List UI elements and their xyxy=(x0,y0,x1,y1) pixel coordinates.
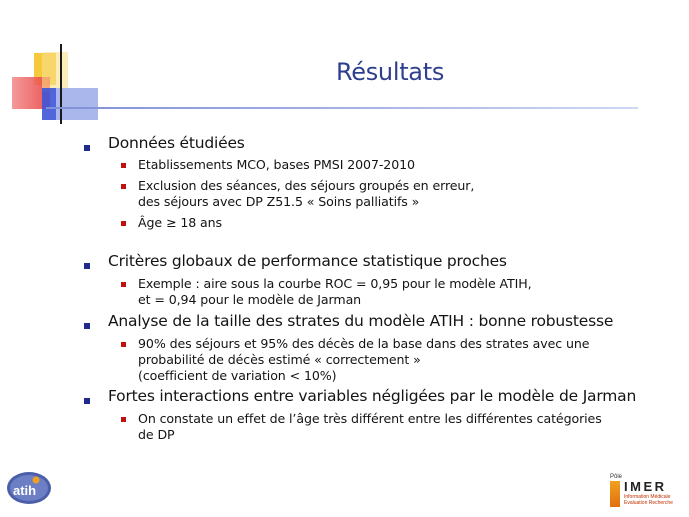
atih-logo xyxy=(6,471,52,505)
imer-subtitle-line2: Evaluation Recherche xyxy=(624,499,673,506)
subitem-1-1: Etablissements MCO, bases PMSI 2007-2010 xyxy=(138,157,415,172)
bullet-level2 xyxy=(121,282,126,287)
bullet-level1 xyxy=(84,323,90,329)
bullet-item-2: Critères globaux de performance statistique proches xyxy=(108,252,507,270)
subitem-1-2-line2: des séjours avec DP Z51.5 « Soins palliatifs » xyxy=(138,194,420,209)
subitem-1-2-line1: Exclusion des séances, des séjours groupés en erreur, xyxy=(138,178,475,193)
bullet-level1 xyxy=(84,263,90,269)
atih-logo-icon xyxy=(6,471,52,505)
subitem-2-1-line1: Exemple : aire sous la courbe ROC = 0,95 pour le modèle ATIH, xyxy=(138,276,532,291)
imer-logo-mark xyxy=(610,481,620,507)
subitem-1-3: Âge ≥ 18 ans xyxy=(138,215,223,230)
imer-name: IMER xyxy=(624,479,667,494)
bullet-level2 xyxy=(121,163,126,168)
bullet-item-3: Analyse de la taille des strates du modèle ATIH : bonne robustesse xyxy=(108,312,614,330)
subitem-3-1-line3: (coefficient de variation < 10%) xyxy=(138,368,337,383)
bullet-level1 xyxy=(84,145,90,151)
bullet-level2 xyxy=(121,221,126,226)
imer-logo xyxy=(610,474,682,510)
bullet-item-4: Fortes interactions entre variables négligées par le modèle de Jarman xyxy=(108,387,637,405)
subitem-3-1-line2: probabilité de décès estimé « correctement » xyxy=(138,352,421,367)
title-underline xyxy=(46,107,638,109)
subitem-2-1-line2: et = 0,94 pour le modèle de Jarman xyxy=(138,292,362,307)
imer-subtitle-line1: Information Médicale xyxy=(624,494,671,500)
bullet-level2 xyxy=(121,342,126,347)
imer-subtitle xyxy=(624,495,673,506)
bullet-level2 xyxy=(121,417,126,422)
subitem-3-1-line1: 90% des séjours et 95% des décès de la base dans des strates avec une xyxy=(138,336,590,351)
slide-title: Résultats xyxy=(335,58,445,86)
svg-text:atih: atih xyxy=(13,483,37,498)
subitem-4-1-line2: de DP xyxy=(138,427,175,442)
subitem-4-1-line1: On constate un effet de l’âge très différent entre les différentes catégories xyxy=(138,411,602,426)
bullet-level1 xyxy=(84,398,90,404)
imer-pole-label: Pôle xyxy=(610,474,623,480)
bullet-level2 xyxy=(121,184,126,189)
decorative-corner-graphic xyxy=(0,0,110,130)
corner-squares-icon xyxy=(0,0,110,130)
bullet-item-1: Données étudiées xyxy=(108,134,245,152)
